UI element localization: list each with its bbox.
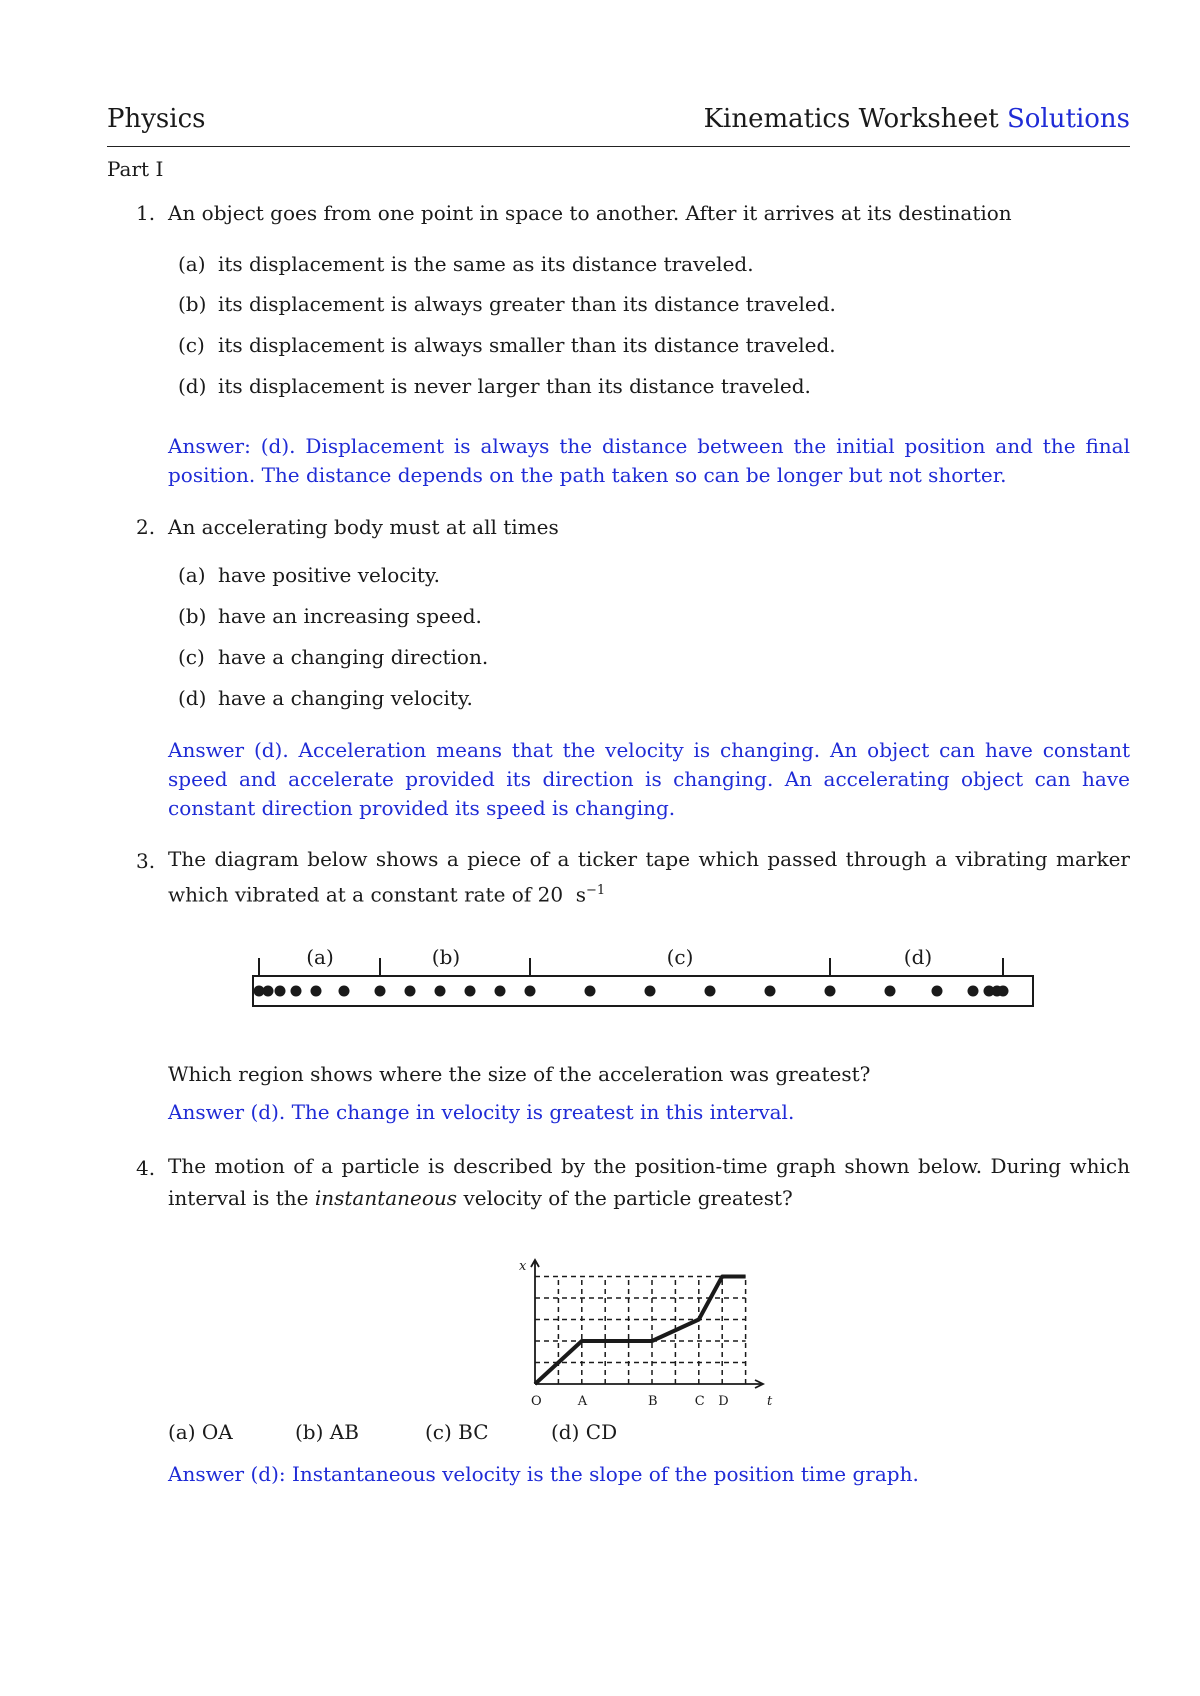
- q4-answer: Answer (d): Instantaneous velocity is the slope of the position time graph.: [168, 1462, 919, 1486]
- tape-dot: [585, 986, 596, 997]
- question-4-text: [168, 1150, 1130, 1214]
- tape-dot: [825, 986, 836, 997]
- header-subject: Physics: [107, 104, 206, 134]
- q1-option-c-label: (c): [178, 333, 205, 357]
- tape-dot: [495, 986, 506, 997]
- tape-dot: [705, 986, 716, 997]
- q2-option-a-label: (a): [178, 563, 206, 587]
- q1-option-d-label: (d): [178, 374, 207, 398]
- q1-option-d-text: its displacement is never larger than its distance traveled.: [218, 374, 811, 398]
- header-rule: [107, 146, 1130, 147]
- tape-dot: [998, 986, 1009, 997]
- question-1-number: 1.: [136, 201, 156, 225]
- tape-dot: [339, 986, 350, 997]
- tape-dot: [375, 986, 386, 997]
- q4-choice-d: (d) CD: [551, 1420, 618, 1444]
- question-3-unit-exp: −1: [586, 883, 606, 898]
- q2-option-d-text: have a changing velocity.: [218, 686, 473, 710]
- question-4-body: The motion of a particle is described by the position-time graph shown below. During which interval is the: [168, 1154, 1130, 1210]
- y-axis-label: x: [519, 1259, 527, 1274]
- question-2-text: An accelerating body must at all times: [168, 515, 559, 539]
- question-1-text: An object goes from one point in space to another. After it arrives at its destination: [168, 201, 1012, 225]
- tape-dot: [275, 986, 286, 997]
- tape-dot: [645, 986, 656, 997]
- q1-answer: Answer: (d). Displacement is always the distance between the initial position and the final position. The distance depends on the path taken so can be longer but not shorter.: [168, 434, 1130, 487]
- tape-dot: [291, 986, 302, 997]
- tick-label-d: D: [718, 1394, 729, 1409]
- q3-followup: Which region shows where the size of the acceleration was greatest?: [168, 1062, 871, 1086]
- q4-choice-b: (b) AB: [295, 1420, 359, 1444]
- tape-dot: [932, 986, 943, 997]
- tape-label-b: (b): [431, 945, 461, 969]
- tape-dot: [765, 986, 776, 997]
- q2-option-d-label: (d): [178, 686, 207, 710]
- tape-label-d: (d): [903, 945, 933, 969]
- tick-label-o: O: [531, 1394, 542, 1409]
- question-4-emphasis: instantaneous: [314, 1186, 458, 1210]
- part-title: Part I: [107, 157, 164, 181]
- q3-answer: Answer (d). The change in velocity is greatest in this interval.: [168, 1100, 795, 1124]
- q2-answer: Answer (d). Acceleration means that the velocity is changing. An object can have constant speed and accelerate provided its direction is changing. An accelerating object can have constant direction provided its speed is changing.: [168, 738, 1130, 820]
- tick-label-c: C: [694, 1394, 705, 1409]
- header-solutions-label: Solutions: [1006, 104, 1130, 134]
- tape-dot: [968, 986, 979, 997]
- ticker-tape-strip: [253, 976, 1033, 1006]
- tape-dot: [465, 986, 476, 997]
- q2-option-c-label: (c): [178, 645, 205, 669]
- q4-choice-a: (a) OA: [168, 1420, 233, 1444]
- tape-dot: [405, 986, 416, 997]
- tape-label-c: (c): [666, 945, 694, 969]
- q1-option-a-text: its displacement is the same as its distance traveled.: [218, 252, 754, 276]
- q1-option-b-text: its displacement is always greater than its distance traveled.: [218, 292, 836, 316]
- question-3-unit: s: [575, 882, 587, 907]
- q2-option-c-text: have a changing direction.: [218, 645, 489, 669]
- tick-label-a: A: [577, 1394, 588, 1409]
- question-4-number: 4.: [136, 1156, 156, 1180]
- q1-option-b-label: (b): [178, 292, 207, 316]
- question-2-number: 2.: [136, 515, 156, 539]
- tape-dot: [311, 986, 322, 997]
- position-time-line: [535, 1277, 746, 1385]
- header-title: [704, 104, 1130, 134]
- q4-choice-c: (c) BC: [425, 1420, 489, 1444]
- question-3-number: 3.: [136, 849, 156, 873]
- tape-dot: [263, 986, 274, 997]
- tape-dot: [525, 986, 536, 997]
- tape-dot: [435, 986, 446, 997]
- tape-label-a: (a): [306, 945, 334, 969]
- ticker-tape-diagram: [240, 940, 1040, 1010]
- position-time-graph: [505, 1250, 775, 1420]
- q2-option-a-text: have positive velocity.: [218, 563, 440, 587]
- tick-label-b: B: [648, 1394, 658, 1409]
- question-3-body: The diagram below shows a piece of a ticker tape which passed through a vibrating marker which vibrated at a constant rate of 20: [168, 847, 1130, 907]
- tape-dot: [885, 986, 896, 997]
- q1-option-a-label: (a): [178, 252, 206, 276]
- q1-option-c-text: its displacement is always smaller than its distance traveled.: [218, 333, 836, 357]
- question-3-text: [168, 843, 1130, 911]
- q2-option-b-text: have an increasing speed.: [218, 604, 482, 628]
- q2-option-b-label: (b): [178, 604, 207, 628]
- question-4-body-end: velocity of the particle greatest?: [463, 1186, 793, 1210]
- header-title-text: Kinematics Worksheet: [703, 104, 999, 134]
- x-axis-label: t: [767, 1394, 773, 1409]
